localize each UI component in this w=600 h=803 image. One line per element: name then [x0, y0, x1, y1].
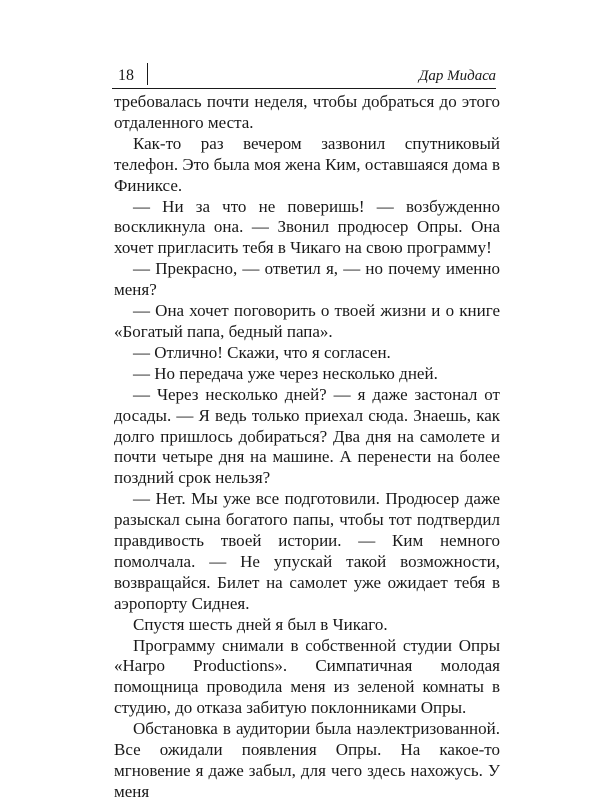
header-divider [147, 63, 148, 85]
header-rule [112, 88, 496, 89]
paragraph: Как-то раз вечером зазвонил спутниковый телефон. Это была моя жена Ким, оставшаяся дома в Финиксе. [114, 133, 500, 195]
body-text [114, 92, 500, 803]
page-header [112, 63, 496, 89]
page-number: 18 [118, 67, 134, 84]
paragraph-dialogue: — Нет. Мы уже все подготовили. Продюсер даже разыскал сына богатого папы, чтобы тот подтвердил правдивость твоей истории. — Ким немного помолчала. — Не упускай такой возможности, возвращайся. Билет на самолет уже ожидает тебя в аэропорту Сиднея. [114, 489, 500, 613]
paragraph-dialogue: — Через несколько дней? — я даже застонал от досады. — Я ведь только приехал сюда. Знаешь, как долго пришлось добираться? Два дня на самолете и почти четыре дня на машине. А перенести на более поздний срок нельзя? [114, 384, 500, 488]
paragraph-dialogue: — Отлично! Скажи, что я согласен. [133, 342, 391, 362]
paragraph-dialogue: — Она хочет поговорить о твоей жизни и о книге «Богатый папа, бедный папа». [114, 301, 500, 341]
paragraph: Спустя шесть дней я был в Чикаго. [133, 614, 388, 634]
paragraph-dialogue: — Ни за что не поверишь! — возбужденно воскликнула она. — Звонил продюсер Опры. Она хочет пригласить тебя в Чикаго на свою программу! [114, 196, 500, 258]
paragraph-dialogue: — Прекрасно, — ответил я, — но почему именно меня? [114, 259, 500, 300]
running-title: Дар Мидаса [418, 68, 496, 84]
paragraph: Обстановка в аудитории была наэлектризованной. Все ожидали появления Опры. На какое-то мгновение я даже забыл, для чего здесь нахожусь. У меня [114, 719, 500, 801]
paragraph-continuation: требовалась почти неделя, чтобы добраться до этого отдаленного места. [114, 92, 500, 132]
paragraph: Программу снимали в собственной студии Опры «Harpo Productions». Симпатичная молодая помощница проводила меня из зеленой комнаты в студию, до отказа забитую поклонниками Опры. [114, 635, 500, 718]
paragraph-dialogue: — Но передача уже через несколько дней. [133, 363, 438, 383]
